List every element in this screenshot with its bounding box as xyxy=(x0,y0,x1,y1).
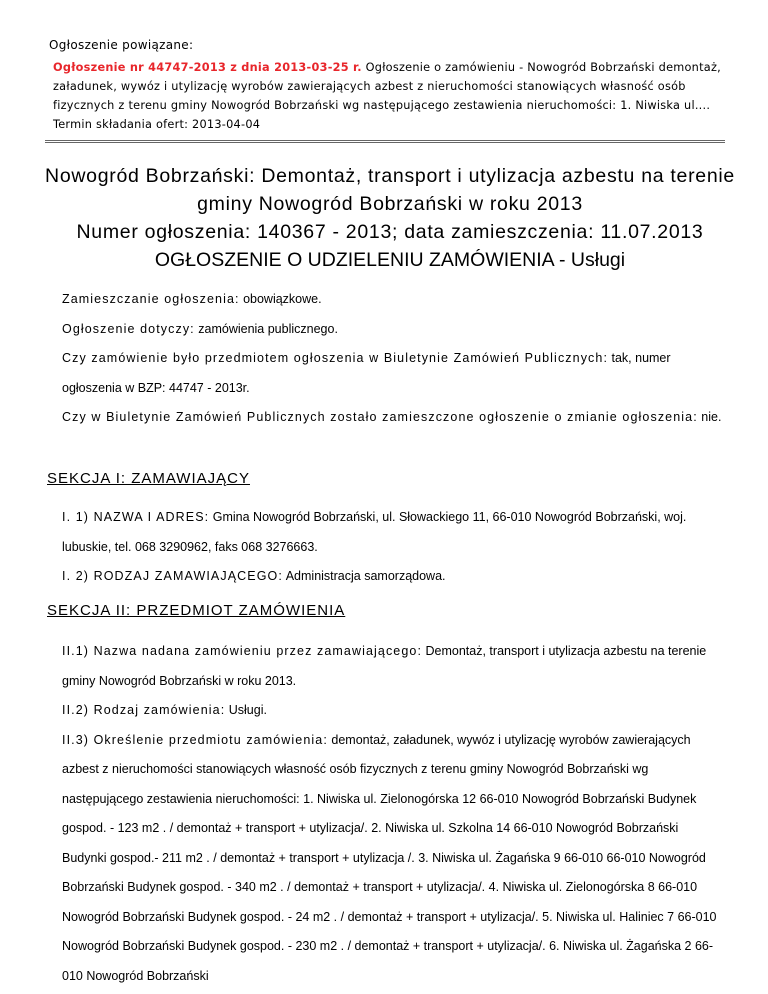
title-number: Numer ogłoszenia: 140367 - 2013; data zamieszczenia: 11.07.2013 xyxy=(76,221,704,243)
related-notice xyxy=(45,38,725,143)
related-notice-box xyxy=(45,56,725,143)
item-value: Administracja samorządowa. xyxy=(285,569,446,583)
meta-label: Zamieszczanie ogłoszenia: xyxy=(62,292,240,306)
meta-label: Czy w Biuletynie Zamówień Publicznych zostało zamieszczone ogłoszenie o zmianie ogłoszenia: xyxy=(62,410,698,424)
section-2-item xyxy=(62,726,722,992)
section-2-heading: SEKCJA II: PRZEDMIOT ZAMÓWIENIA xyxy=(47,602,346,619)
related-notice-summary: Ogłoszenie o zamówieniu - Nowogród Bobrzański demontaż, załadunek, wywóz i utylizację wyrobów zawierających azbest z nieruchomości stanowiących własność osób fizycznych z terenu gminy Nowogród Bobrzański wg następującego zestawienia nieruchomości: 1. Niwiska ul.... xyxy=(53,61,721,112)
item-value: Gmina Nowogród Bobrzański, ul. Słowackiego 11, 66-010 Nowogród Bobrzański, woj. lubuskie, tel. 068 3290962, faks 068 3276663. xyxy=(62,510,687,554)
section-2-item xyxy=(62,696,722,726)
meta-label: Ogłoszenie dotyczy: xyxy=(62,321,195,336)
item-label: II.1) Nazwa nadana zamówieniu przez zamawiającego: xyxy=(62,644,423,658)
section-1-item xyxy=(62,562,722,592)
section-2-body xyxy=(62,637,722,991)
related-notice-deadline: Termin składania ofert: 2013-04-04 xyxy=(53,118,261,131)
meta-value: zamówienia publicznego. xyxy=(198,321,338,336)
section-1-item xyxy=(62,503,722,562)
item-value: demontaż, załadunek, wywóz i utylizację wyrobów zawierających azbest z nieruchomości stanowiących własność osób fizycznych z terenu gminy Nowogród Bobrzański wg następującego zestawienia nieruchomości: 1. Niwiska ul. Zielonogórska 12 66-010 Nowogród Bobrzański Budynek gospod. - 123 m2 . / demontaż + transport + utylizacja/. 2. Niwiska ul. Szkolna 14 66-010 Nowogród Bobrzański Budynki gospod.- 211 m2 . / demontaż + transport + utylizacja /. 3. Niwiska ul. Żagańska 9 66-010 66-010 Nowogród Bobrzański Budynek gospod. - 340 m2 . / demontaż + transport + utylizacja/. 4. Niwiska ul. Zielonogórska 8 66-010 Nowogród Bobrzański Budynek gospod. - 24 m2 . / demontaż + transport + utylizacja/. 5. Niwiska ul. Haliniec 7 66-010 Nowogród Bobrzański Budynek gospod. - 230 m2 . / demontaż + transport + utylizacja/. 6. Niwiska ul. Żagańska 2 66-010 Nowogród Bobrzański xyxy=(62,732,717,983)
notice-meta xyxy=(62,285,722,433)
meta-label: Czy zamówienie było przedmiotem ogłoszenia w Biuletynie Zamówień Publicznych: xyxy=(62,351,609,365)
meta-row xyxy=(62,285,722,315)
related-notice-label: Ogłoszenie powiązane: xyxy=(49,38,194,52)
page-title xyxy=(40,162,740,274)
meta-row xyxy=(62,315,722,345)
item-value: Demontaż, transport i utylizacja azbestu na terenie gminy Nowogród Bobrzański w roku 2013. xyxy=(62,644,707,688)
item-value: Usługi. xyxy=(228,703,267,717)
section-2-item xyxy=(62,637,722,696)
meta-row xyxy=(62,403,722,433)
section-1-heading: SEKCJA I: ZAMAWIAJĄCY xyxy=(47,470,250,487)
title-main: Nowogród Bobrzański: Demontaż, transport i utylizacja azbestu na terenie gminy Nowogród Bobrzański w roku 2013 xyxy=(45,165,735,215)
meta-row xyxy=(62,344,722,403)
item-label: I. 2) RODZAJ ZAMAWIAJĄCEGO: xyxy=(62,569,283,583)
title-type: OGŁOSZENIE O UDZIELENIU ZAMÓWIENIA - Usługi xyxy=(154,249,626,271)
meta-value: tak, numer ogłoszenia w BZP: 44747 - 2013r. xyxy=(62,351,671,395)
item-label: II.2) Rodzaj zamówienia: xyxy=(62,703,226,717)
section-1-body xyxy=(62,503,722,592)
item-label: I. 1) NAZWA I ADRES: xyxy=(62,510,210,524)
item-label: II.3) Określenie przedmiotu zamówienia: xyxy=(62,732,328,747)
related-notice-link[interactable]: Ogłoszenie nr 44747-2013 z dnia 2013-03-25 r. xyxy=(53,61,362,74)
meta-value: nie. xyxy=(701,410,722,424)
meta-value: obowiązkowe. xyxy=(243,292,322,306)
